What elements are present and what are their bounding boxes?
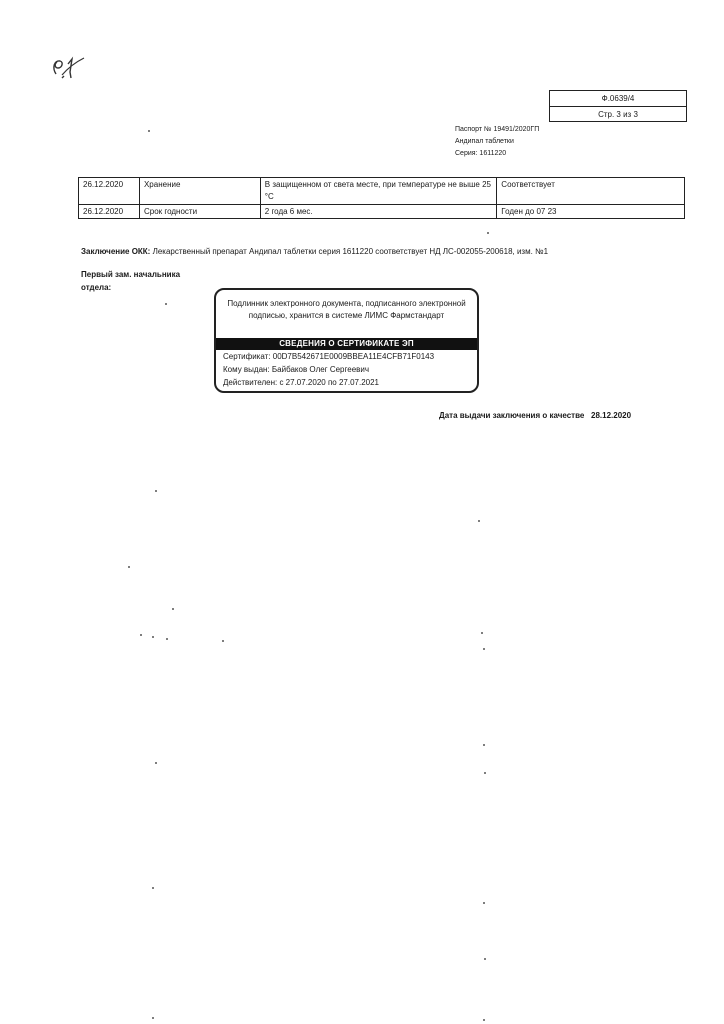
row-result: Годен до 07 23	[497, 205, 685, 219]
row-result: Соответствует	[497, 178, 685, 205]
table-row	[79, 178, 685, 205]
row-date: 26.12.2020	[79, 205, 140, 219]
page-counter: Стр. 3 из 3	[550, 106, 686, 122]
certificate-owner: Кому выдан: Байбаков Олег Сергеевич	[223, 365, 370, 374]
conclusion-label: Заключение ОКК:	[81, 247, 151, 256]
issue-date-label: Дата выдачи заключения о качестве	[439, 411, 585, 420]
row-date: 26.12.2020	[79, 178, 140, 205]
e-signature-stamp	[214, 288, 479, 393]
row-norm: 2 года 6 мес.	[260, 205, 497, 219]
conclusion-text: Лекарственный препарат Андипал таблетки серия 1611220 соответствует НД ЛС-002055-200618, изм. №1	[152, 247, 549, 256]
handwritten-page-number	[50, 52, 90, 80]
stamp-note: Подлинник электронного документа, подписанного электронной подписью, хранится в системе ЛИМС Фармстандарт	[227, 299, 466, 320]
certificate-validity: Действителен: с 27.07.2020 по 27.07.2021	[223, 378, 379, 387]
qc-conclusion	[81, 247, 548, 256]
row-indicator: Хранение	[139, 178, 260, 205]
product-name: Андипал таблетки	[455, 138, 514, 145]
form-code-box	[549, 90, 687, 122]
table-row	[79, 205, 685, 219]
certificate-id: Сертификат: 00D7B542671E0009BBEA11E4CFB71F0143	[223, 352, 435, 361]
issue-date-line	[439, 411, 631, 420]
signer-position: Первый зам. начальника отдела:	[81, 270, 181, 292]
stamp-title: СВЕДЕНИЯ О СЕРТИФИКАТЕ ЭП	[216, 338, 477, 350]
series-number: Серия: 1611220	[455, 150, 507, 157]
issue-date-value: 28.12.2020	[591, 411, 632, 420]
row-norm: В защищенном от света месте, при температуре не выше 25 °С	[260, 178, 497, 205]
passport-number: Паспорт № 19491/2020ГП	[455, 126, 540, 133]
form-code: Ф.0639/4	[601, 94, 635, 103]
results-table	[78, 177, 685, 219]
passport-header	[455, 124, 539, 160]
row-indicator: Срок годности	[139, 205, 260, 219]
